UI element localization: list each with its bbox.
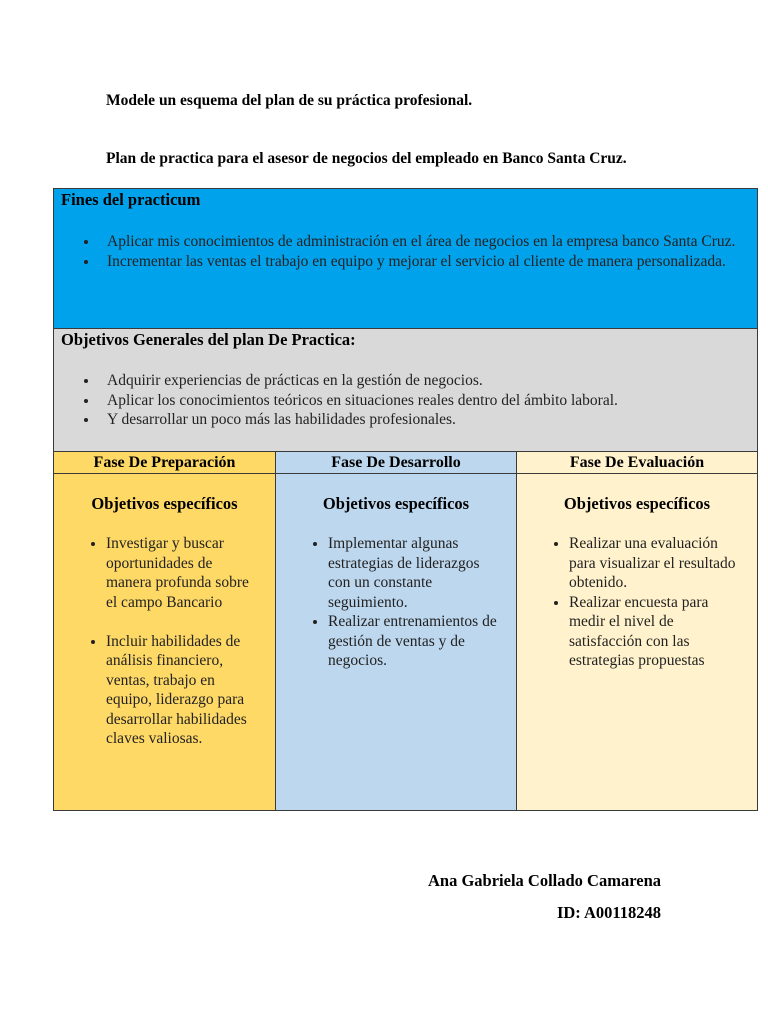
document-heading: Modele un esquema del plan de su práctica profesional. bbox=[106, 92, 473, 109]
list-spacer bbox=[106, 612, 261, 632]
author-id: ID: A00118248 bbox=[556, 903, 661, 922]
phase-header-desarrollo: Fase De Desarrollo bbox=[276, 452, 517, 474]
list-item: • Realizar encuesta para medir el nivel de satisfacción con las estrategias propuestas bbox=[569, 593, 743, 671]
list-item: • Aplicar mis conocimientos de administración en el área de negocios en la empresa banco Santa Cruz. bbox=[99, 232, 757, 252]
specific-objectives-list bbox=[54, 534, 275, 749]
phase-header-preparacion: Fase De Preparación bbox=[54, 452, 276, 474]
list-item: • Realizar una evaluación para visualizar el resultado obtenido. bbox=[569, 534, 743, 593]
fines-section bbox=[54, 189, 758, 329]
specific-objectives-title: Objetivos específicos bbox=[91, 494, 238, 513]
phase-column-preparacion bbox=[54, 474, 276, 811]
list-item: • Y desarrollar un poco más las habilidades profesionales. bbox=[99, 410, 757, 430]
general-objectives-title: Objetivos Generales del plan De Practica: bbox=[61, 330, 356, 349]
author-name: Ana Gabriela Collado Camarena bbox=[428, 871, 661, 890]
list-item: • Adquirir experiencias de prácticas en la gestión de negocios. bbox=[99, 371, 757, 391]
fines-title: Fines del practicum bbox=[61, 190, 201, 209]
phase-column-desarrollo bbox=[276, 474, 517, 811]
general-objectives-list bbox=[54, 371, 757, 430]
phase-column-evaluacion bbox=[517, 474, 758, 811]
list-item: • Realizar entrenamientos de gestión de ventas y de negocios. bbox=[328, 612, 502, 671]
practice-plan-table bbox=[53, 188, 758, 811]
specific-objectives-title: Objetivos específicos bbox=[322, 494, 470, 513]
specific-objectives-title: Objetivos específicos bbox=[563, 494, 711, 513]
fines-list bbox=[54, 232, 757, 271]
specific-objectives-list bbox=[517, 534, 757, 671]
list-item: • Incrementar las ventas el trabajo en equipo y mejorar el servicio al cliente de manera personalizada. bbox=[99, 252, 757, 272]
plan-title: Plan de practica para el asesor de negocios del empleado en Banco Santa Cruz. bbox=[106, 150, 627, 167]
general-objectives-section bbox=[54, 329, 758, 452]
phase-header-evaluacion: Fase De Evaluación bbox=[517, 452, 758, 474]
list-item: • Implementar algunas estrategias de liderazgos con un constante seguimiento. bbox=[328, 534, 502, 612]
list-item: • Investigar y buscar oportunidades de manera profunda sobre el campo Bancario bbox=[106, 534, 261, 612]
list-item: • Incluir habilidades de análisis financiero, ventas, trabajo en equipo, liderazgo para desarrollar habilidades claves valiosas. bbox=[106, 632, 261, 749]
list-item: • Aplicar los conocimientos teóricos en situaciones reales dentro del ámbito laboral. bbox=[99, 391, 757, 411]
specific-objectives-list bbox=[276, 534, 516, 671]
